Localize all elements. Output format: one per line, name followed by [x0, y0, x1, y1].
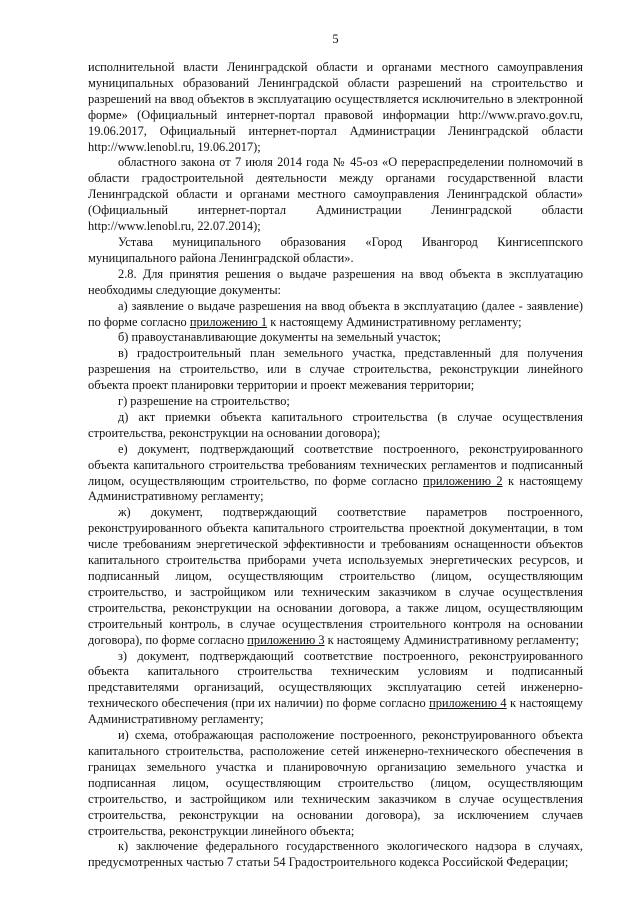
paragraph: Устава муниципального образования «Город Ивангород Кингисеппского муниципального района Ленинградской области».: [88, 234, 583, 265]
paragraph-text-before: ж) документ, подтверждающий соответствие параметров построенного, реконструированного объекта капитального строительства проектной документации, в том числе требованиям энергетической эффективности и требованиям оснащенности объектов капитального строительства приборами учета используемых энергетических ресурсов, и подписанный лицом, осуществляющим строительство (лицом, осуществляющим строительство, и застройщиком или техническим заказчиком в случае осуществления строительства, реконструкции на основании договора, а также лицом, осуществляющим строительный контроль, в случае осуществления строительного контроля на основании договора), по форме согласно: [88, 505, 583, 647]
paragraph: г) разрешение на строительство;: [118, 394, 290, 409]
paragraph: б) правоустанавливающие документы на земельный участок;: [118, 330, 441, 345]
appendix-link[interactable]: приложению 3: [247, 632, 325, 647]
paragraph: [88, 505, 583, 648]
paragraph: [88, 649, 583, 729]
paragraph-text-after: к настоящему Административному регламенту;: [88, 473, 583, 504]
paragraph: исполнительной власти Ленинградской области и органами местного самоуправления муниципальных образований Ленинградской области разрешений на строительство и разрешений на ввод объектов в эксплуатацию осуществляется исключительно в электронной форме» (Официальный интернет-портал правовой информации http://www.pravo.gov.ru, 19.06.2017, Официальный интернет-портал Администрации Ленинградской области http://www.lenobl.ru, 19.06.2017);: [88, 60, 583, 154]
paragraph-text-after: к настоящему Административному регламенту;: [267, 314, 522, 329]
paragraph-text-before: е) документ, подтверждающий соответствие построенного, реконструированного объекта капитального строительства требованиям технических регламентов и подписанный лицом, осуществляющим строительство, по форме согласно: [88, 441, 583, 488]
page-number: 5: [332, 32, 339, 46]
paragraph: [88, 442, 583, 506]
paragraph: [88, 299, 583, 331]
paragraph: в) градостроительный план земельного участка, представленный для получения разрешения на строительство, или в случае строительства, реконструкции линейного объекта проект планировки территории и проект межевания территории;: [88, 346, 583, 393]
paragraph-text-after: к настоящему Административному регламенту;: [324, 632, 580, 647]
appendix-link[interactable]: приложению 4: [429, 696, 507, 711]
paragraph: 2.8. Для принятия решения о выдаче разрешения на ввод объекта в эксплуатацию необходимы следующие документы:: [88, 266, 583, 297]
paragraph: областного закона от 7 июля 2014 года № 45-оз «О перераспределении полномочий в области градостроительной деятельности между органами государственной власти Ленинградской области и органами местного самоуправления Ленинградской области» (Официальный интернет-портал Администрации Ленинградской области http://www.lenobl.ru, 22.07.2014);: [88, 155, 583, 234]
appendix-link[interactable]: приложению 2: [423, 473, 503, 488]
appendix-link[interactable]: приложению 1: [189, 314, 268, 329]
paragraph-text-before: з) документ, подтверждающий соответствие построенного, реконструированного объекта капитального строительства техническим условиям и подписанный представителями организаций, осуществляющих эксплуатацию сетей инженерно-технического обеспечения (при их наличии) по форме согласно: [88, 648, 583, 711]
paragraph: д) акт приемки объекта капитального строительства (в случае осуществления строительства, реконструкции на основании договора);: [88, 409, 583, 440]
paragraph-text-before: а) заявление о выдаче разрешения на ввод объекта в эксплуатацию (далее - заявление) по форме согласно: [88, 298, 583, 329]
paragraph: и) схема, отображающая расположение построенного, реконструированного объекта капитального строительства, расположение сетей инженерно-технического обеспечения в границах земельного участка и планировочную организацию земельного участка и подписанная лицом, осуществляющим строительство (лицом, осуществляющим строительство, и застройщиком или техническим заказчиком в случае осуществления строительства, реконструкции на основании договора), за исключением случаев строительства, реконструкции линейного объекта;: [88, 728, 583, 838]
paragraph: к) заключение федерального государственного экологического надзора в случаях, предусмотренных частью 7 статьи 54 Градостроительного кодекса Российской Федерации;: [88, 839, 583, 870]
paragraph-text-after: к настоящему Административному регламенту;: [88, 696, 583, 727]
document-body: [88, 60, 583, 871]
